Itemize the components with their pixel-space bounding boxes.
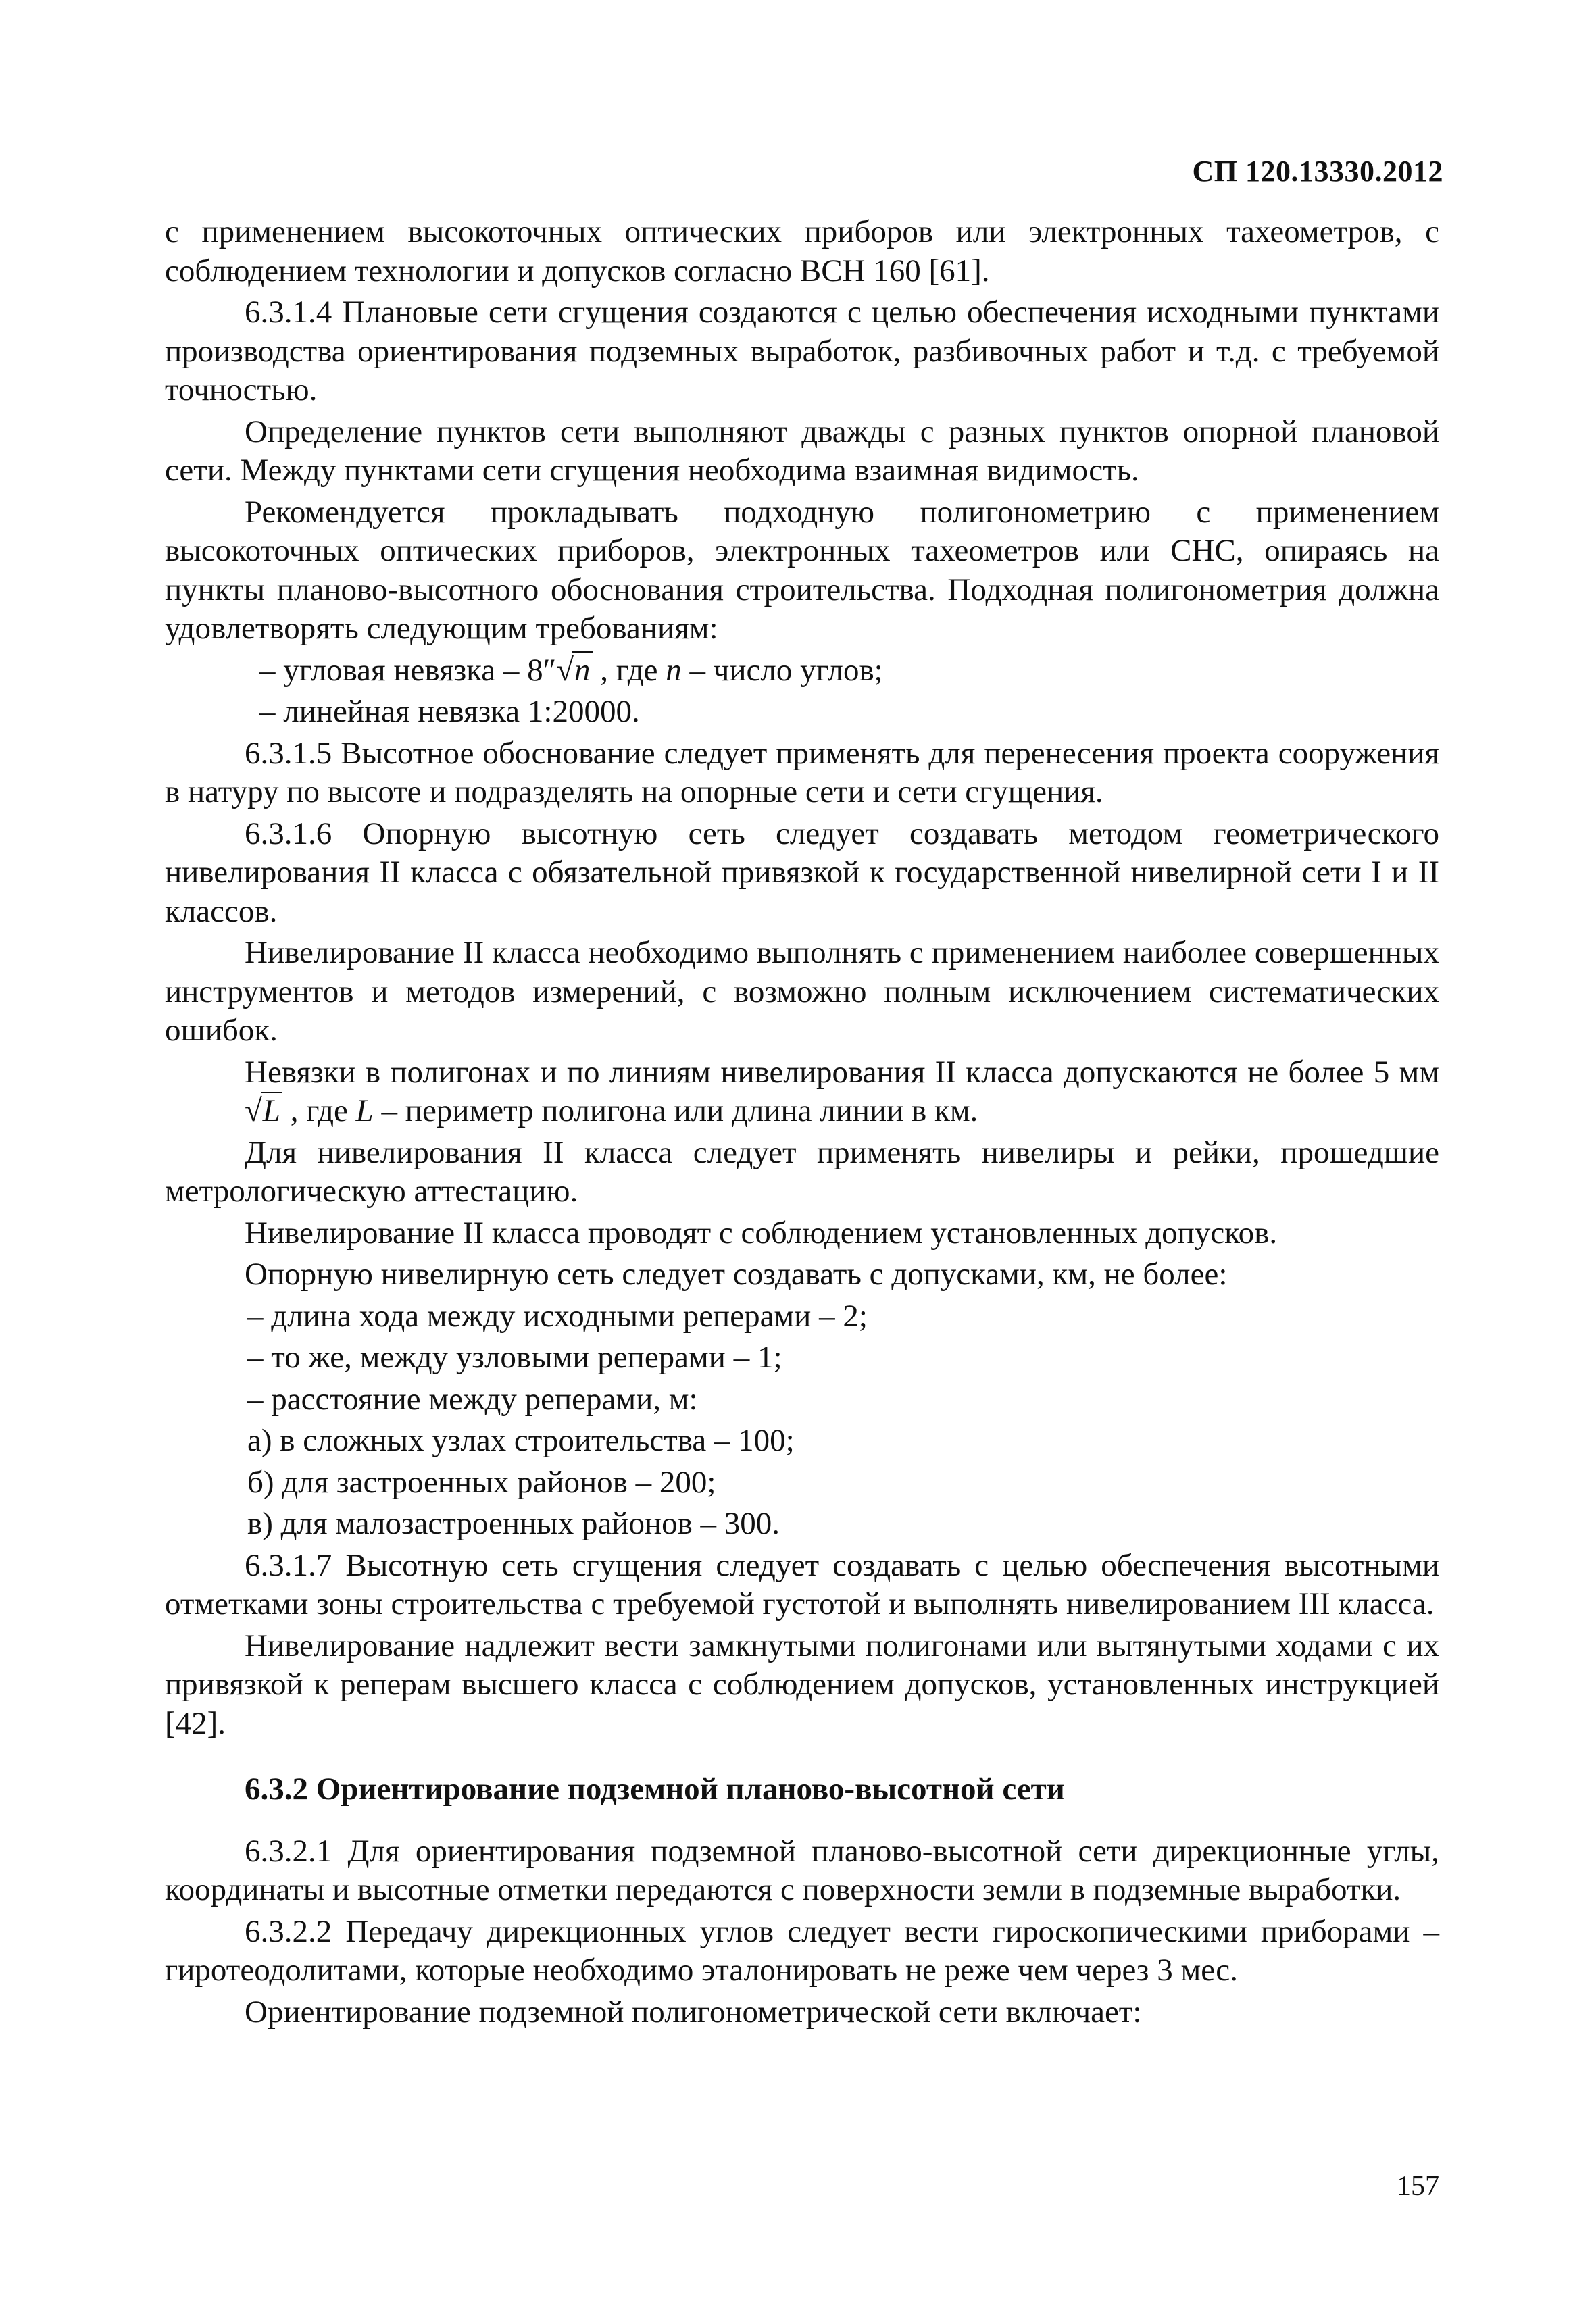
sqrt-radicand: L [261, 1092, 282, 1128]
paragraph-misclosures [165, 1053, 1439, 1131]
paragraph-6-3-1-5: 6.3.1.5 Высотное обоснование следует применять для перенесения проекта сооружения в натуру по высоте и подразделять на опорные сети и сети сгущения. [165, 735, 1439, 809]
variable-n: n [666, 652, 682, 688]
paragraph-6-3-2-1: 6.3.2.1 Для ориентирования подземной планово-высотной сети дирекционные углы, координаты и высотные отметки передаются с поверхности земли в подземные выработки. [165, 1833, 1439, 1907]
paragraph: Для нивелирования II класса следует применять нивелиры и рейки, прошедшие метрологическую аттестацию. [165, 1134, 1439, 1209]
list-item: – расстояние между реперами, м: [247, 1381, 698, 1417]
list-item: а) в сложных узлах строительства – 100; [247, 1423, 795, 1458]
section-heading-6-3-2: 6.3.2 Ориентирование подземной планово-высотной сети [245, 1771, 1065, 1807]
page-number: 157 [1397, 2171, 1439, 2202]
requirement-angular-misclosure [165, 651, 1439, 690]
paragraph: Нивелирование надлежит вести замкнутыми полигонами или вытянутыми ходами с их привязкой к реперам высшего класса с соблюдением допусков, установленных инструкцией [42]. [165, 1628, 1439, 1741]
paragraph-6-3-1-7: 6.3.1.7 Высотную сеть сгущения следует создавать с целью обеспечения высотными отметками зоны строительства с требуемой густотой и выполнять нивелированием III класса. [165, 1547, 1439, 1621]
paragraph-suffix: – периметр полигона или длина линии в км. [373, 1093, 978, 1128]
document-code: СП 120.13330.2012 [1192, 155, 1443, 188]
paragraph: Нивелирование II класса проводят с соблюдением установленных допусков. [245, 1215, 1278, 1251]
list-item: – то же, между узловыми реперами – 1; [247, 1340, 782, 1375]
requirement-linear-misclosure: – линейная невязка 1:20000. [259, 694, 640, 729]
requirement-prefix: – угловая невязка – 8″ [259, 652, 557, 688]
paragraph-6-3-1-6: 6.3.1.6 Опорную высотную сеть следует создавать методом геометрического нивелирования II класса с обязательной привязкой к государственной нивелирной сети I и II классов. [165, 815, 1439, 929]
list-item: в) для малозастроенных районов – 300. [247, 1506, 780, 1541]
paragraph: Определение пунктов сети выполняют дважды с разных пунктов опорной плановой сети. Между пунктами сети сгущения необходима взаимная видимость. [165, 413, 1439, 488]
variable-l: L [355, 1093, 374, 1128]
page-content [165, 213, 1439, 2034]
paragraph-text: Невязки в полигонах и по линиям нивелирования II класса допускаются не более 5 мм [245, 1054, 1439, 1090]
sqrt-l-formula: √L [165, 1092, 282, 1131]
sqrt-radicand: n [572, 651, 593, 688]
list-item: – длина хода между исходными реперами – 2; [247, 1298, 868, 1334]
requirement-mid: , где [592, 652, 666, 688]
requirement-suffix: – число углов; [681, 652, 883, 688]
paragraph: с применением высокоточных оптических приборов или электронных тахеометров, с соблюдением технологии и допусков согласно ВСН 160 [61]. [165, 214, 1439, 288]
sqrt-n-formula: √n [556, 651, 592, 690]
paragraph-6-3-2-2: 6.3.2.2 Передачу дирекционных углов следует вести гироскопическими приборами – гиротеодолитами, которые необходимо эталонировать не реже чем через 3 мес. [165, 1913, 1439, 1988]
paragraph: Нивелирование II класса необходимо выполнять с применением наиболее совершенных инструментов и методов измерений, с возможно полным исключением систематических ошибок. [165, 935, 1439, 1048]
paragraph: Опорную нивелирную сеть следует создавать с допусками, км, не более: [245, 1257, 1228, 1292]
paragraph-6-3-1-4: 6.3.1.4 Плановые сети сгущения создаются с целью обеспечения исходными пунктами производства ориентирования подземных выработок, разбивочных работ и т.д. с требуемой точностью. [165, 295, 1439, 407]
paragraph: Ориентирование подземной полигонометрической сети включает: [245, 1994, 1142, 2030]
paragraph: Рекомендуется прокладывать подходную полигонометрию с применением высокоточных оптических приборов, электронных тахеометров или СНС, опираясь на пункты планово-высотного обоснования строительства. Подходная полигонометрия должна удовлетворять следующим требованиям: [165, 494, 1439, 646]
list-item: б) для застроенных районов – 200; [247, 1464, 716, 1500]
paragraph-mid: , где [282, 1093, 356, 1128]
